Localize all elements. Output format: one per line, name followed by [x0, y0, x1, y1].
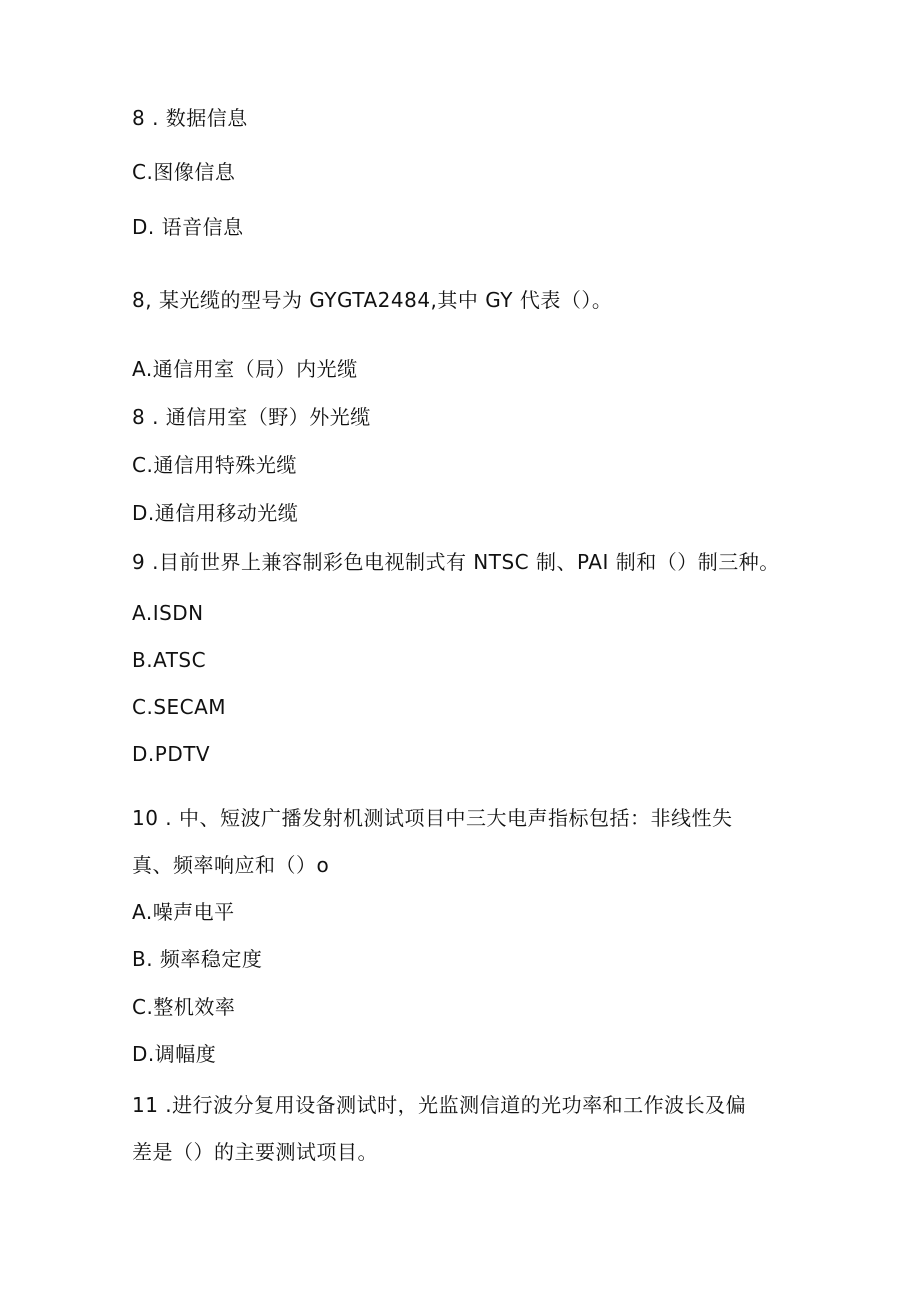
option-b-q10: B. 频率稳定度 — [132, 947, 263, 971]
question-10-line-1: 10 . 中、短波广播发射机测试项目中三大电声指标包括：非线性失 — [132, 806, 733, 830]
option-a-q10: A.噪声电平 — [132, 900, 235, 924]
option-c-q8: C.通信用特殊光缆 — [132, 453, 297, 477]
option-d-q10: D.调幅度 — [132, 1042, 217, 1066]
option-a-q8: A.通信用室（局）内光缆 — [132, 357, 358, 381]
option-b-q9: B.ATSC — [132, 648, 207, 672]
option-a-q9: A.ISDN — [132, 601, 204, 625]
option-c-q7: C.图像信息 — [132, 160, 236, 184]
option-d-q7: D. 语音信息 — [132, 215, 244, 239]
option-c-q10: C.整机效率 — [132, 995, 236, 1019]
question-8: 8, 某光缆的型号为 GYGTA2484,其中 GY 代表（）。 — [132, 288, 613, 312]
option-d-q8: D.通信用移动光缆 — [132, 501, 299, 525]
option-b-q8: 8 . 通信用室（野）外光缆 — [132, 405, 371, 429]
option-d-q9: D.PDTV — [132, 742, 211, 766]
question-10-line-2: 真、频率响应和（）o — [132, 853, 330, 877]
question-11-line-1: 11 .进行波分复用设备测试时，光监测信道的光功率和工作波长及偏 — [132, 1093, 747, 1117]
option-b-q7: 8 . 数据信息 — [132, 106, 248, 130]
question-11-line-2: 差是（）的主要测试项目。 — [132, 1140, 378, 1164]
question-9: 9 .目前世界上兼容制彩色电视制式有 NTSC 制、PAI 制和（）制三种。 — [132, 550, 780, 574]
option-c-q9: C.SECAM — [132, 695, 227, 719]
